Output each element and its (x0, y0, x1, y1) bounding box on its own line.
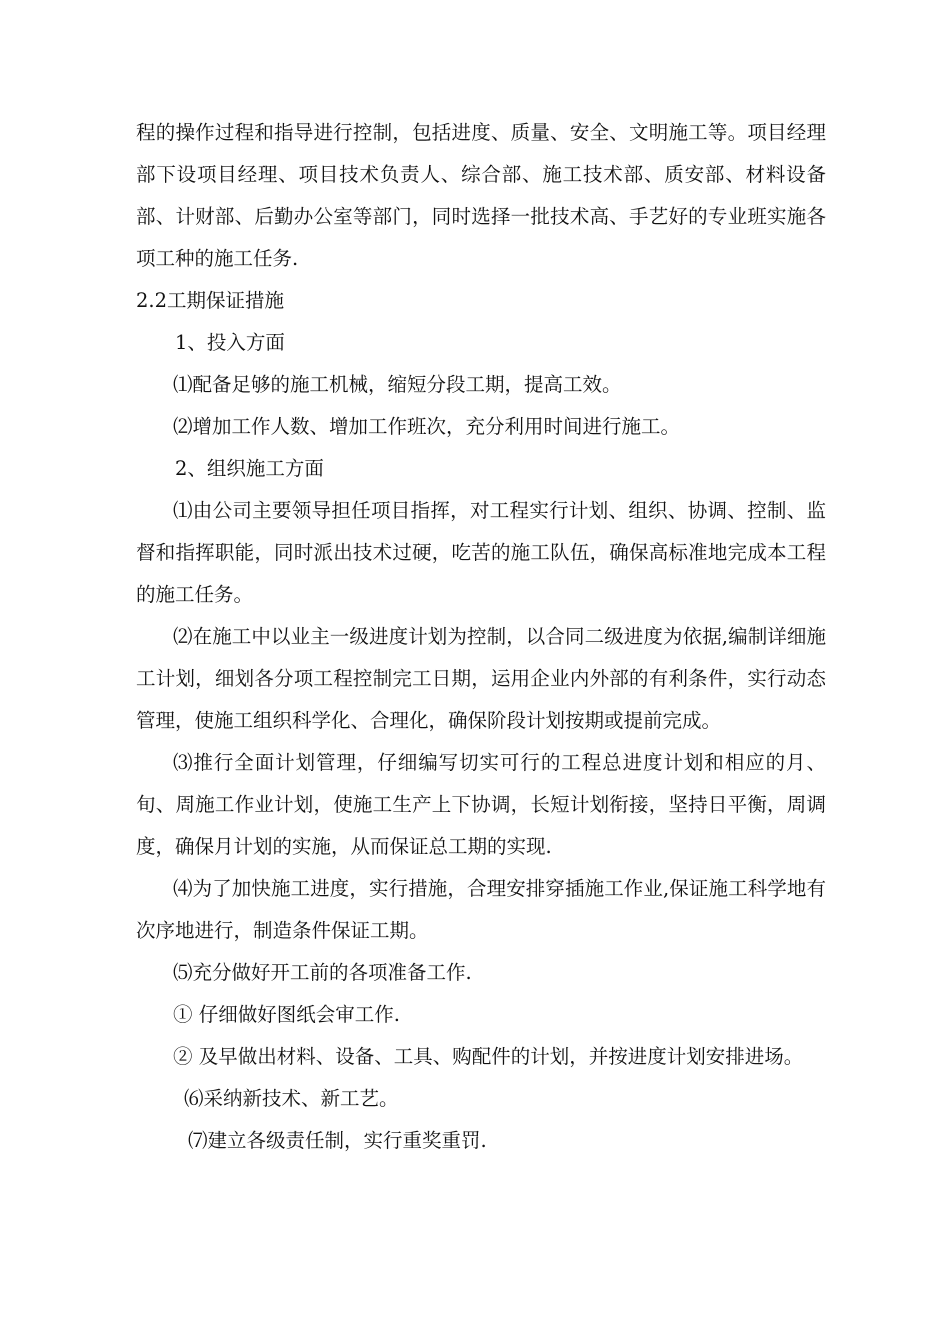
list-item-machinery: ⑴配备足够的施工机械，缩短分段工期，提高工效。 (173, 373, 622, 396)
list-item-speed-up: ⑷为了加快施工进度，实行措施，合理安排穿插施工作业,保证施工科学地有次序地进行，制造条件保证工期。 (136, 877, 826, 942)
list-item-plan-control: ⑵在施工中以业主一级进度计划为控制，以合同二级进度为依据,编制详细施工计划，细划各分项工程控制完工日期，运用企业内外部的有利条件，实行动态管理，使施工组织科学化、合理化，确保阶段计划按期或提前完成。 (136, 625, 826, 732)
list-item-leadership: ⑴由公司主要领导担任项目指挥，对工程实行计划、组织、协调、控制、监督和指挥职能，同时派出技术过硬，吃苦的施工队伍，确保高标准地完成本工程的施工任务。 (136, 499, 826, 606)
list-item-new-technology: ⑹采纳新技术、新工艺。 (184, 1087, 399, 1110)
list-item-workforce: ⑵增加工作人数、增加工作班次，充分利用时间进行施工。 (173, 415, 681, 438)
sub-item-material-plan: ② 及早做出材料、设备、工具、购配件的计划，并按进度计划安排进场。 (173, 1045, 804, 1068)
list-item-responsibility: ⑺建立各级责任制，实行重奖重罚. (188, 1129, 487, 1152)
paragraph-org-structure: 程的操作过程和指导进行控制，包括进度、质量、安全、文明施工等。项目经理部下设项目经理、项目技术负责人、综合部、施工技术部、质安部、材料设备部、计财部、后勤办公室等部门，同时选择一批技术高、手艺好的专业班实施各项工种的施工任务. (136, 121, 826, 270)
list-item-preparation: ⑸充分做好开工前的各项准备工作. (173, 961, 472, 984)
sub-item-drawing-review: ① 仔细做好图纸会审工作. (173, 1003, 400, 1026)
document-page (136, 112, 826, 1162)
section-heading-schedule-measures: 2.2工期保证措施 (136, 289, 285, 312)
subheading-organization: 2、组织施工方面 (175, 457, 324, 480)
list-item-plan-management: ⑶推行全面计划管理，仔细编写切实可行的工程总进度计划和相应的月、旬、周施工作业计划，使施工生产上下协调，长短计划衔接，坚持日平衡，周调度，确保月计划的实施，从而保证总工期的实现. (136, 751, 826, 858)
subheading-investment: 1、投入方面 (175, 331, 285, 354)
